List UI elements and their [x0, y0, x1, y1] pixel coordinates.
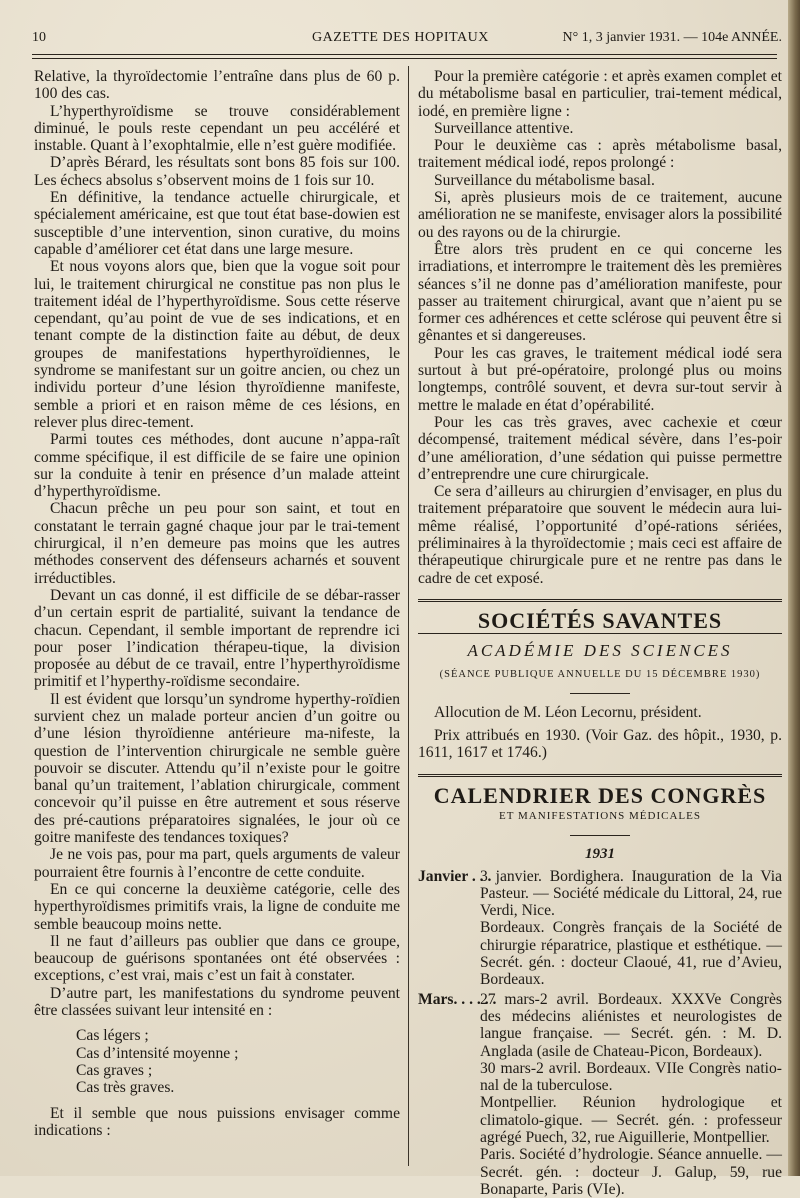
short-rule	[570, 693, 630, 694]
paragraph: En définitive, la tendance actuelle chirurgicale, et spécialement américaine, est que tout état base-dowien est susceptible d’une intervention, sinon curative, du moins capable d’améliorer cet état dans une large mesure.	[34, 189, 400, 258]
paragraph: D’après Bérard, les résultats sont bons 85 fois sur 100. Les échecs absolus s’observent moins de 1 fois sur 10.	[34, 154, 400, 189]
paragraph: Relative, la thyroïdectomie l’entraîne dans plus de 60 p. 100 des cas.	[34, 68, 400, 103]
paragraph: Pour la première catégorie : et après examen complet et du métabolisme basal en particulier, trai-tement médical, iodé, en première ligne :	[418, 68, 782, 120]
paragraph: Si, après plusieurs mois de ce traitement, aucune amélioration ne se manifeste, envisager alors la possibilité ou des rayons ou de la chirurgie.	[418, 189, 782, 241]
paragraph: Prix attribués en 1930. (Voir Gaz. des hôpit., 1930, p. 1611, 1617 et 1746.)	[418, 727, 782, 762]
calendar-year: 1931	[585, 846, 615, 863]
list-item: Cas graves ;	[76, 1061, 153, 1079]
page-header	[32, 30, 782, 50]
list-item: Cas légers ;	[76, 1027, 149, 1045]
paragraph: Pour les cas graves, le traitement médical iodé sera surtout à but pré-opératoire, prolongé plus ou moins longtemps, contrôlé souvent, et devra sur-tout servir à mettre le malade en état d’opérabilité.	[418, 344, 782, 414]
month-label: Mars. . . . . .	[418, 990, 497, 1008]
congress-entry: Paris. Société d’hydrologie. Séance annuelle. — Secrét. gén. : docteur J. Galup, 59, rue Bonaparte, Paris (VIe).	[480, 1146, 782, 1198]
page-number: 10	[32, 30, 46, 45]
issue-info: N° 1, 3 janvier 1931. — 104e ANNÉE.	[562, 30, 782, 45]
congress-entry: 30 mars-2 avril. Bordeaux. VIIe Congrès natio-nal de la tuberculose.	[480, 1059, 782, 1095]
list-item: Cas très graves.	[76, 1079, 175, 1097]
left-column	[34, 68, 400, 1139]
paragraph: Chacun prêche un peu pour son saint, et tout en constatant le terrain gagné chaque jour par le trai-tement chirurgical, il n’en demeure pas moins que les autres méthodes conservent des défenseurs acharnés et souvent irréductibles.	[34, 500, 400, 587]
paragraph: Devant un cas donné, il est difficile de se débar-rasser d’un certain esprit de partialité, suivant la tendance de chacun. Cependant, il semble important de reprendre ici pour poser l’indication thérapeu-tique, la division proposée au début de ce travail, entre l’hyperthyroïdisme primitif et l’hyperthy-roïdisme secondaire.	[34, 586, 400, 691]
page-binding-edge	[788, 0, 800, 1176]
paragraph: Surveillance du métabolisme basal.	[434, 171, 655, 189]
paragraph: Je ne vois pas, pour ma part, quels arguments de valeur pourraient être fournis à l’encontre de cette conduite.	[34, 846, 400, 881]
paragraph: Pour le deuxième cas : après métabolisme basal, traitement médical iodé, repos prolongé :	[418, 137, 782, 172]
section-title-societes: SOCIÉTÉS SAVANTES	[477, 607, 723, 633]
congress-entry: 3 janvier. Bordighera. Inauguration de la Via Pasteur. — Société médicale du Littoral, 24, rue Verdi, Nice.	[480, 867, 782, 920]
paragraph: Allocution de M. Léon Lecornu, président.	[434, 703, 702, 721]
paragraph: Être alors très prudent en ce qui concerne les irradiations, et interrompre le traitement dès les premières séances s’il ne donne pas d’amélioration manifeste, pour passer au traitement chirurgical, avant que n’aient pu se former ces adhérences et cette sclérose qui peuvent être si gênantes et si dangereuses.	[418, 240, 782, 345]
header-rule	[32, 54, 777, 55]
paragraph: Surveillance attentive.	[434, 119, 574, 137]
academy-title: ACADÉMIE DES SCIENCES	[467, 641, 733, 661]
congress-month-march	[418, 991, 782, 1198]
month-label: Janvier . . .	[418, 867, 492, 885]
paragraph: Ce sera d’ailleurs au chirurgien d’envisager, en plus du traitement préparatoire que souvent le médecin aura lui-même réalisé, l’opportunité d’opé-rations sériées, préliminaires à la thyroïdectomie ; mais ceci est affaire de thérapeutique chirurgicale pure et ne rentre pas dans le cadre de cet exposé.	[418, 483, 782, 587]
column-divider	[408, 66, 409, 1166]
congress-month-january	[418, 868, 782, 989]
short-rule	[570, 835, 630, 836]
congress-entry: Montpellier. Réunion hydrologique et climatolo-gique. — Secrét. gén. : professeur agrégé Puech, 32, rue Aiguillerie, Montpellier.	[480, 1094, 782, 1147]
paragraph: Et nous voyons alors que, bien que la vogue soit pour lui, le traitement chirurgical ne constitue pas non plus le traitement idéal de l’hyperthyroïdisme. Sous cette réserve cependant, qu’au point de vue de ses indications, et en tenant compte de la distinction faite au début, de deux groupes de manifestations hyperthyroïdiennes, le syndrome se manifestant sur un goitre ancien, ou chez un individu porteur d’une lésion thyroïdienne manifeste, semble a priori et en raison même de ces lésions, en relever plus direc-tement.	[34, 258, 400, 431]
section-rule	[418, 774, 782, 777]
header-rule-2	[32, 58, 777, 59]
paragraph: L’hyperthyroïdisme se trouve considérablement diminué, le pouls reste cependant un peu accéléré et instable. Quant à l’exophtalmie, elle n’est guère modifiée.	[34, 102, 400, 155]
paragraph: Parmi toutes ces méthodes, dont aucune n’appa-raît comme spécifique, il est difficile de se faire une opinion sur la conduite à tenir en présence d’un malade atteint d’hyperthyroïdisme.	[34, 431, 400, 501]
paragraph: D’autre part, les manifestations du syndrome peuvent être classées suivant leur intensité en :	[34, 984, 400, 1020]
paragraph: En ce qui concerne la deuxième catégorie, celle des hyperthyroïdismes primitifs vrais, la ligne de conduite me semble beaucoup moins nette.	[34, 880, 400, 933]
congress-entry: 27 mars-2 avril. Bordeaux. XXXVe Congrès des médecins aliénistes et neurologistes de langue française. — Secrét. gén. : M. D. Anglada (asile de Chateau-Picon, Bordeaux).	[480, 990, 782, 1060]
paragraph: Et il semble que nous puissions envisager comme indications :	[34, 1104, 400, 1139]
section-rule	[418, 633, 782, 634]
paragraph: Pour les cas très graves, avec cachexie et cœur décompensé, traitement médical sévère, dans l’es-poir d’une amélioration, d’une sédation qui puisse permettre d’entreprendre une cure chirurgicale.	[418, 413, 782, 483]
congress-entry: Bordeaux. Congrès français de la Société de chirurgie réparatrice, plastique et esthétique. — Secrét. gén. : docteur Claoué, 41, rue d’Avieu, Bordeaux.	[480, 919, 782, 989]
session-info: (SÉANCE PUBLIQUE ANNUELLE DU 15 DÉCEMBRE 1930)	[439, 668, 761, 680]
section-rule	[418, 599, 782, 602]
paragraph: Il ne faut d’ailleurs pas oublier que dans ce groupe, beaucoup de guérisons spontanées ont été observées : exceptions, c’est vrai, mais c’est un fait à constater.	[34, 932, 400, 985]
right-column	[418, 68, 782, 1198]
list-item: Cas d’intensité moyenne ;	[76, 1044, 239, 1062]
journal-title: GAZETTE DES HOPITAUX	[312, 30, 489, 45]
section-title-calendrier: CALENDRIER DES CONGRÈS	[433, 782, 767, 808]
calendrier-subtitle: ET MANIFESTATIONS MÉDICALES	[499, 809, 701, 822]
paragraph: Il est évident que lorsqu’un syndrome hyperthy-roïdien survient chez un malade porteur ancien d’un goitre ou d’une lésion thyroïdienne antérieure ma-nifeste, la question de l’intervention chirurgicale ne semble guère pouvoir se discuter. Attendu qu’il n’existe pour le goitre banal qu’un traitement, l’ablation chirurgicale, comment concevoir qu’il puisse en être autrement et sous réserve des pré-cautions préparatoires signalées, le jour où ce goitre manifeste des tendances toxiques?	[34, 690, 400, 847]
